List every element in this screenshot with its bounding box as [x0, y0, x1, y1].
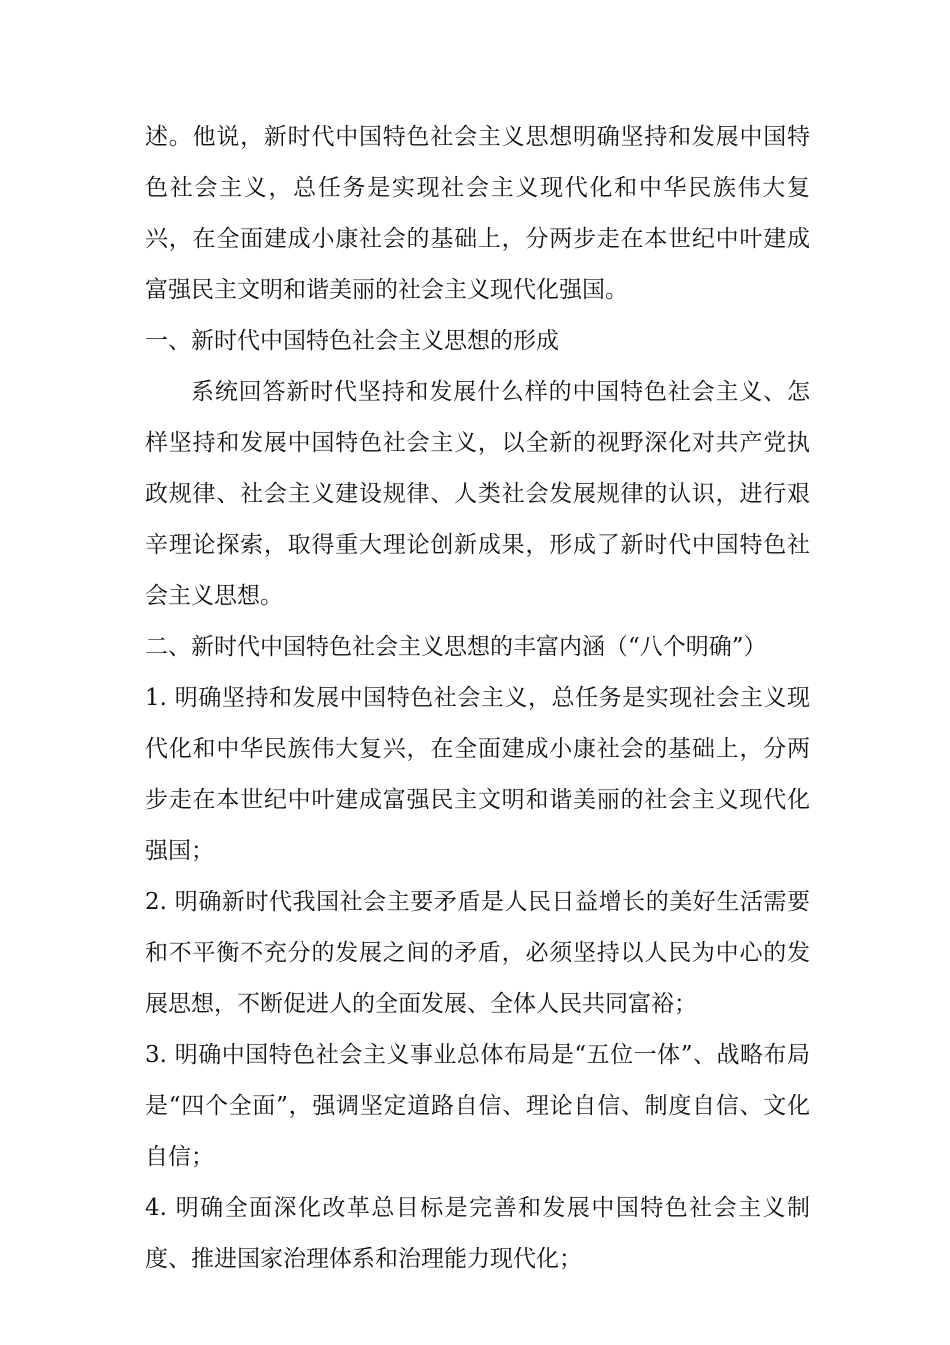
list-item-4: 4. 明确全面深化改革总目标是完善和发展中国特色社会主义制度、推进国家治理体系和治理能力现代化；: [145, 1195, 810, 1272]
paragraph-continuation: 述。他说，新时代中国特色社会主义思想明确坚持和发展中国特色社会主义，总任务是实现社会主义现代化和中华民族伟大复兴，在全面建成小康社会的基础上，分两步走在本世纪中叶建成富强民主文明和谐美丽的社会主义现代化强国。: [145, 124, 810, 303]
section-heading-formation: 一、新时代中国特色社会主义思想的形成: [145, 328, 559, 354]
document-body: [145, 112, 810, 1285]
paragraph-formation: 系统回答新时代坚持和发展什么样的中国特色社会主义、怎样坚持和发展中国特色社会主义，以全新的视野深化对共产党执政规律、社会主义建设规律、人类社会发展规律的认识，进行艰辛理论探索，取得重大理论创新成果，形成了新时代中国特色社会主义思想。: [145, 379, 810, 609]
section-heading-connotation: 二、新时代中国特色社会主义思想的丰富内涵（“八个明确”）: [145, 634, 767, 660]
list-item-2: 2. 明确新时代我国社会主要矛盾是人民日益增长的美好生活需要和不平衡不充分的发展之间的矛盾，必须坚持以人民为中心的发展思想，不断促进人的全面发展、全体人民共同富裕；: [145, 889, 810, 1017]
list-item-1: 1. 明确坚持和发展中国特色社会主义，总任务是实现社会主义现代化和中华民族伟大复兴，在全面建成小康社会的基础上，分两步走在本世纪中叶建成富强民主文明和谐美丽的社会主义现代化强国；: [145, 685, 810, 864]
list-item-3: 3. 明确中国特色社会主义事业总体布局是“五位一体”、战略布局是“四个全面”，强调坚定道路自信、理论自信、制度自信、文化自信；: [145, 1042, 810, 1170]
